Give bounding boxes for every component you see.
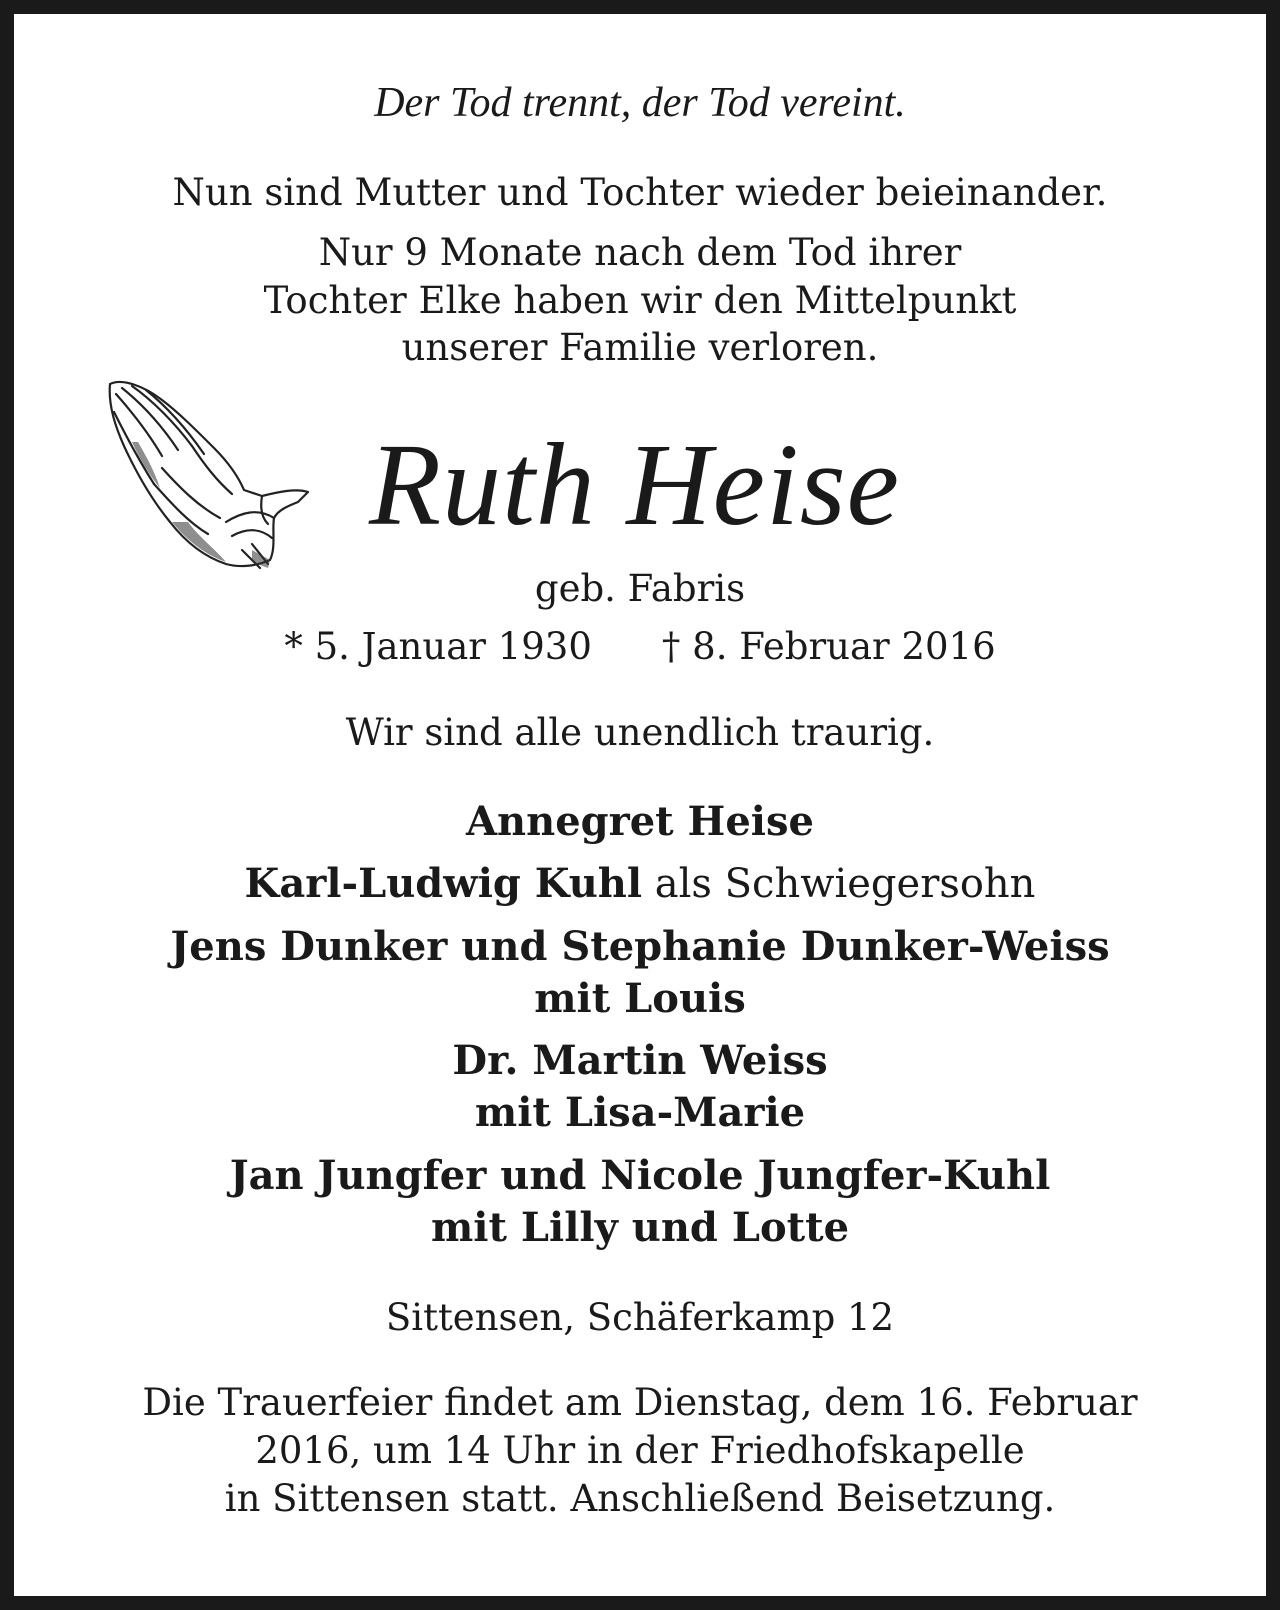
intro-line-2: Nur 9 Monate nach dem Tod ihrer [318,231,962,274]
mourner-2-relation: als Schwiegersohn [642,861,1036,907]
mourner-3-line-1: Jens Dunker und Stephanie Dunker-Weiss [170,923,1110,970]
life-dates [14,625,1266,668]
intro-line-4: unserer Familie verloren. [401,326,879,369]
address: Sittensen, Schäferkamp 12 [385,1296,895,1339]
mourner-4-line-1: Dr. Martin Weiss [452,1037,828,1084]
grief-line: Wir sind alle unendlich traurig. [345,711,935,754]
maiden-name: geb. Fabris [534,567,746,610]
birth-date: * 5. Januar 1930 [284,625,592,668]
funeral-line-2: 2016, um 14 Uhr in der Friedhofskapelle [255,1429,1025,1472]
death-date: † 8. Februar 2016 [661,625,996,668]
motto: Der Tod trennt, der Tod vereint. [374,80,906,126]
mourner-1: Annegret Heise [466,798,814,845]
mourner-3-line-2: mit Louis [534,975,746,1022]
mourner-5-line-1: Jan Jungfer und Nicole Jungfer-Kuhl [229,1152,1051,1199]
intro-line-1: Nun sind Mutter und Tochter wieder beieinander. [172,171,1108,214]
praying-hands-icon [92,372,322,582]
funeral-line-1: Die Trauerfeier findet am Dienstag, dem 16. Februar [142,1381,1138,1424]
funeral-line-3: in Sittensen statt. Anschließend Beisetzung. [224,1477,1056,1520]
deceased-name: Ruth Heise [369,419,901,550]
mourner-2-name: Karl-Ludwig Kuhl [244,860,643,907]
intro-line-3: Tochter Elke haben wir den Mittelpunkt [263,279,1017,322]
mourner-5-line-2: mit Lilly und Lotte [430,1204,850,1251]
mourner-2 [14,860,1266,907]
mourner-4-line-2: mit Lisa-Marie [474,1089,806,1136]
